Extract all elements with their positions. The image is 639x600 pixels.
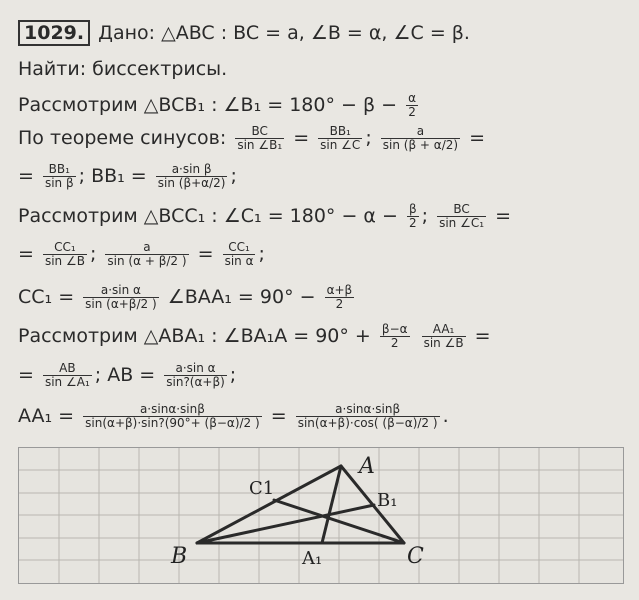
- solution-line-4: [18, 203, 511, 230]
- text: Рассмотрим △BCC₁ : ∠C₁ = 180° − α −: [18, 205, 398, 227]
- solution-line-3: [18, 163, 237, 190]
- semicolon: ;: [229, 364, 237, 386]
- solution-line-1: [18, 92, 421, 119]
- period: .: [442, 405, 449, 427]
- solution-line-5: [18, 241, 265, 268]
- text: ∠BAA₁ = 90° −: [167, 286, 316, 308]
- fraction: $\frac{\text{BB₁}}{\text{sin β}}$: [44, 162, 74, 190]
- fraction: $\frac{AB}{\text{sin ∠A₁}}$: [44, 361, 90, 389]
- text: По теореме синусов:: [18, 127, 227, 149]
- solution-line-8: [18, 362, 236, 389]
- fraction: $\frac{\beta-\alpha}{2}$: [381, 322, 408, 350]
- semicolon: ;: [258, 243, 265, 265]
- equals-sign: =: [474, 325, 491, 347]
- problem-number: 1029.: [18, 20, 90, 46]
- semicolon: ;: [421, 205, 429, 227]
- triangle-figure: [18, 447, 624, 584]
- fraction: $\frac{\text{a·sin α}}{\sin?(\alpha+\beta)}$: [166, 361, 225, 389]
- label-A1: A₁: [302, 548, 323, 569]
- bisector-AA1: [322, 466, 341, 543]
- problem-find: Найти: биссектрисы.: [18, 58, 228, 80]
- equals-sign: =: [18, 364, 34, 386]
- fraction: $\frac{a}{\sin (\beta + \alpha/2)}$: [382, 124, 459, 152]
- equals-sign: =: [18, 165, 34, 187]
- fraction: $\frac{\text{BB₁}}{\sin \angle C}$: [320, 124, 361, 152]
- fraction: $\frac{a\cdot\sin\alpha\cdot\sin\beta}{\sin(\alpha+\beta)\cdot\cos( (\beta-\alpha)/2 )}$: [297, 402, 438, 430]
- fraction: $\frac{\text{AA₁}}{\sin \angle B}$: [423, 322, 464, 350]
- semicolon: ;: [230, 165, 237, 187]
- text: AA₁ =: [18, 405, 75, 427]
- equals-sign: =: [197, 243, 214, 265]
- fraction: $\frac{\alpha}{2}$: [408, 91, 417, 119]
- equals-sign: =: [270, 405, 287, 427]
- label-A: A: [359, 454, 375, 479]
- fraction: $\frac{\beta}{2}$: [408, 202, 417, 230]
- fraction: $\frac{\text{a·sin β}}{\sin (\beta+\alpha/2)}$: [157, 162, 226, 190]
- fraction: $\frac{\text{CC₁}}{\sin \angle B}$: [44, 240, 85, 268]
- equals-sign: =: [293, 127, 310, 149]
- problem-header: [18, 20, 470, 46]
- fraction: $\frac{\text{CC₁}}{\text{sin α}}$: [224, 240, 254, 268]
- fraction: $\frac{BC}{\text{sin ∠C₁}}$: [439, 202, 485, 230]
- fraction: $\frac{\alpha+\beta}{2}$: [326, 283, 353, 311]
- label-C: C: [407, 544, 424, 569]
- problem-given: Дано: △ABC : BC = a, ∠B = α, ∠C = β.: [98, 22, 470, 44]
- text: ; AB =: [94, 364, 156, 386]
- solution-line-7: [18, 323, 491, 350]
- fraction: $\frac{a\cdot\sin\alpha\cdot\sin\beta}{\sin(\alpha+\beta)\cdot\sin?(90^\circ+ (\beta-\alpha)/2 )}$: [85, 402, 260, 430]
- fraction: $\frac{a}{\sin (\alpha + \beta/2 )}$: [107, 240, 187, 268]
- text: CC₁ =: [18, 286, 75, 308]
- text: ; BB₁ =: [78, 165, 147, 187]
- equals-sign: =: [469, 127, 486, 149]
- label-B1: B₁: [377, 490, 398, 511]
- text: Рассмотрим △BCB₁ : ∠B₁ = 180° − β −: [18, 94, 398, 116]
- fraction: $\frac{\text{a·sin α}}{\sin (\alpha+\beta/2 )}$: [85, 283, 157, 311]
- solution-line-9: [18, 403, 449, 430]
- label-B: B: [171, 544, 188, 569]
- solution-line-2: [18, 125, 485, 152]
- fraction: $\frac{BC}{\text{sin ∠B₁}}$: [237, 124, 283, 152]
- semicolon: ;: [365, 127, 372, 149]
- equals-sign: =: [495, 205, 512, 227]
- solution-line-6: [18, 284, 357, 311]
- text: Рассмотрим △ABA₁ : ∠BA₁A = 90° +: [18, 325, 371, 347]
- equals-sign: =: [18, 243, 34, 265]
- label-C1: C1: [249, 478, 275, 499]
- semicolon: ;: [89, 243, 97, 265]
